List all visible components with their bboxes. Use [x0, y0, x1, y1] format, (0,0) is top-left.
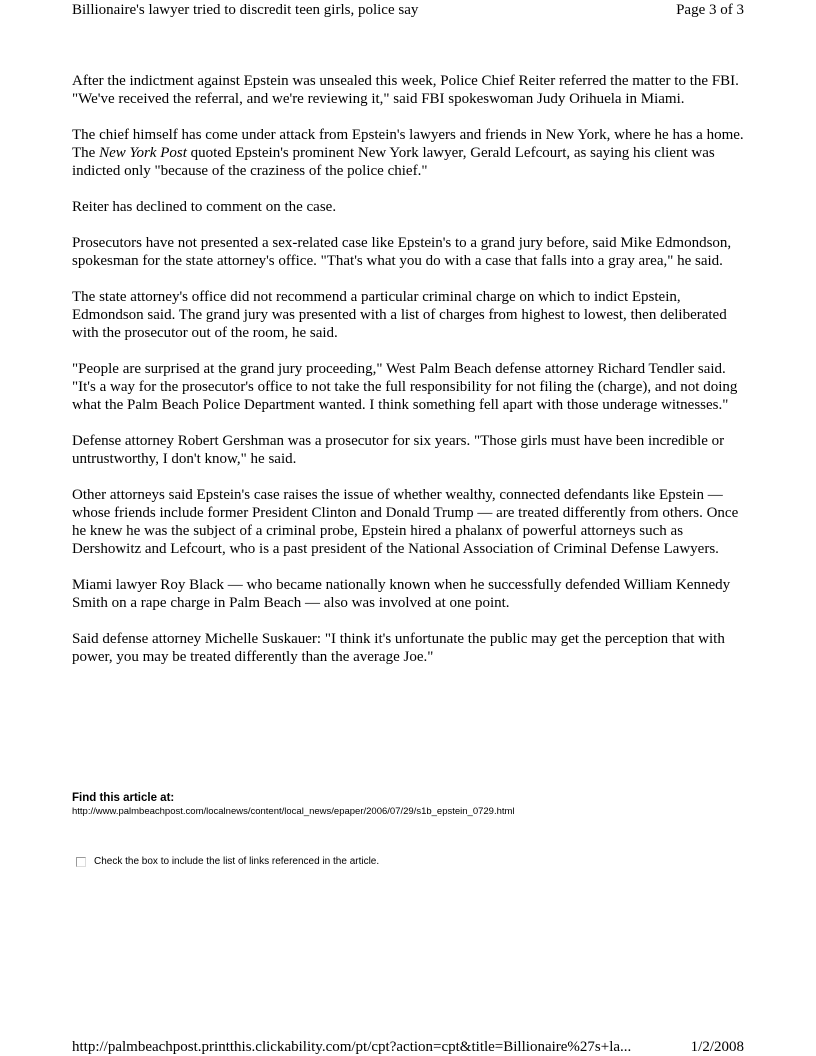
include-links-option — [76, 855, 379, 868]
article-paragraph: The state attorney's office did not recommend a particular criminal charge on which to indict Epstein, Edmondson said. The grand jury was presented with a list of charges from highest to lowest, then deliberated with the prosecutor out of the room, he said. — [72, 289, 727, 341]
paragraph-text: The chief himself has come under attack from Epstein's lawyers and friends in New York, where he has a home. The — [72, 127, 744, 161]
article-paragraph: Prosecutors have not presented a sex-related case like Epstein's to a grand jury before, said Mike Edmondson, spokesman for the state attorney's office. "That's what you do with a case that falls into a gray area," he said. — [72, 235, 732, 269]
header-page-number: Page 3 of 3 — [676, 2, 744, 18]
page-header — [72, 0, 744, 20]
header-article-title: Billionaire's lawyer tried to discredit teen girls, police say — [72, 2, 419, 18]
footer-date: 1/2/2008 — [690, 1039, 744, 1055]
find-article-section — [72, 791, 744, 818]
article-paragraph: Said defense attorney Michelle Suskauer: "I think it's unfortunate the public may get the perception that with power, you may be treated differently than the average Joe." — [72, 631, 725, 665]
article-url-link[interactable]: http://www.palmbeachpost.com/localnews/content/local_news/epaper/2006/07/29/s1b_epstein_0729.html — [72, 806, 515, 817]
page-footer — [72, 1038, 744, 1056]
paragraph-text: quoted Epstein's prominent New York lawyer, Gerald Lefcourt, as saying his client was indicted only "because of the craziness of the police chief." — [72, 145, 715, 179]
article-paragraph: Other attorneys said Epstein's case raises the issue of whether wealthy, connected defendants like Epstein — whose friends include former President Clinton and Donald Trump — are treated differently from others. Once he knew he was the subject of a criminal probe, Epstein hired a phalanx of powerful attorneys such as Dershowitz and Lefcourt, who is a past president of the National Association of Criminal Defense Lawyers. — [72, 487, 739, 557]
article-paragraph — [72, 126, 744, 180]
article-paragraph: Defense attorney Robert Gershman was a prosecutor for six years. "Those girls must have been incredible or untrustworthy, I don't know," he said. — [72, 433, 725, 467]
include-links-label: Check the box to include the list of links referenced in the article. — [94, 856, 380, 867]
footer-url: http://palmbeachpost.printthis.clickability.com/pt/cpt?action=cpt&title=Billionaire%27s+la... — [72, 1039, 632, 1055]
publication-name: New York Post — [99, 145, 187, 161]
article-paragraph: Reiter has declined to comment on the case. — [72, 199, 337, 215]
find-article-heading: Find this article at: — [72, 792, 175, 804]
article-paragraph: "People are surprised at the grand jury proceeding," West Palm Beach defense attorney Richard Tendler said. "It's a way for the prosecutor's office to not take the full responsibility for not filing the (charge), and not doing what the Palm Beach Police Department wanted. I think something fell apart with those underage witnesses." — [72, 361, 738, 413]
article-paragraph: Miami lawyer Roy Black — who became nationally known when he successfully defended William Kennedy Smith on a rape charge in Palm Beach — also was involved at one point. — [72, 577, 731, 611]
article-paragraph: After the indictment against Epstein was unsealed this week, Police Chief Reiter referred the matter to the FBI. "We've received the referral, and we're reviewing it," said FBI spokeswoman Judy Orihuela in Miami. — [72, 73, 739, 107]
article-body — [72, 72, 744, 684]
include-links-checkbox[interactable] — [76, 857, 86, 867]
